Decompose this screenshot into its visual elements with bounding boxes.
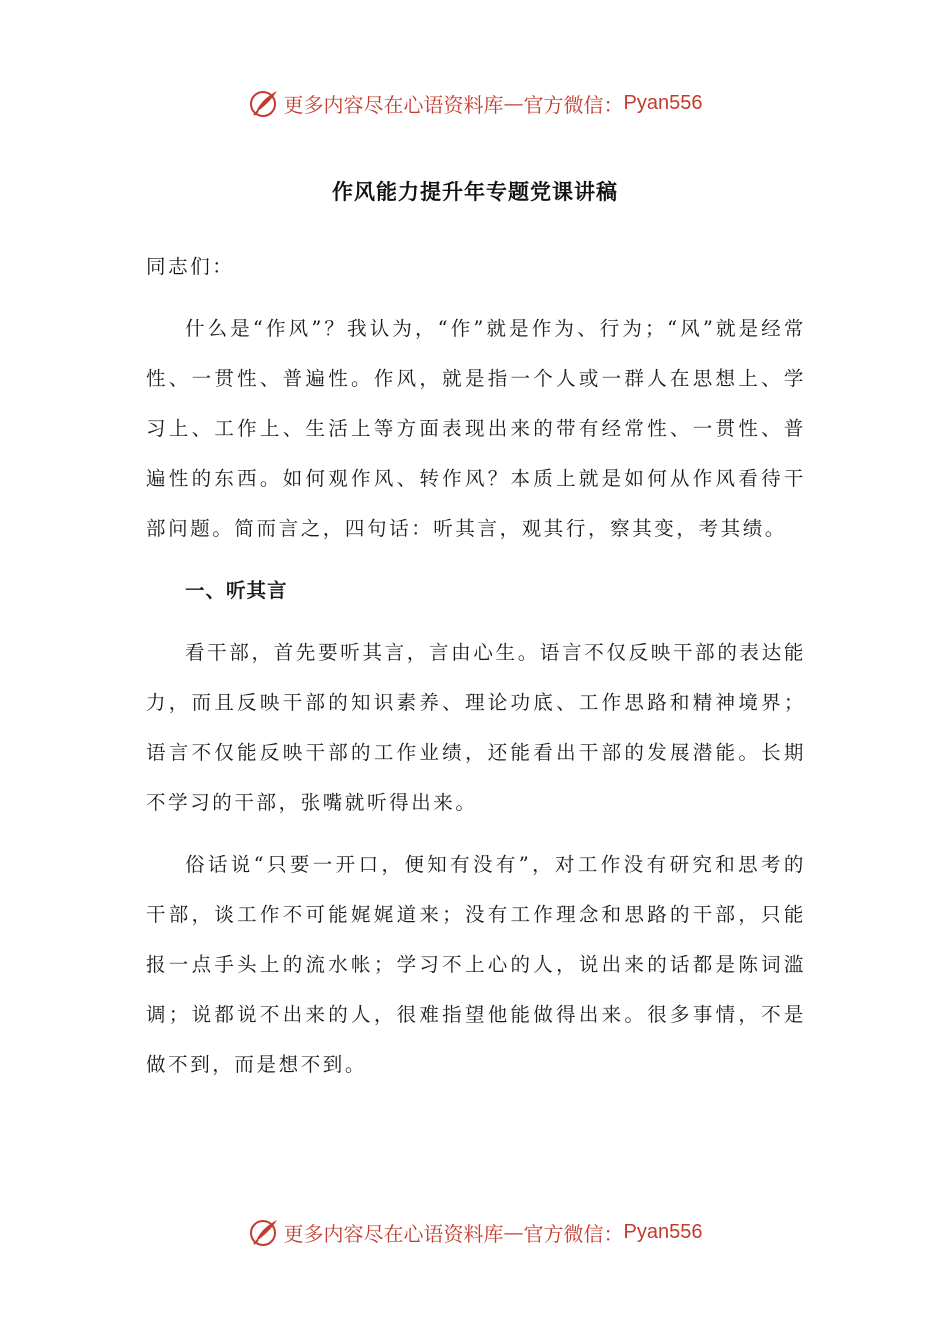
banner-separator: — [503,91,524,115]
banner-wechat-label: 官方微信： [523,92,624,117]
banner-wechat-id: Pyan556 [623,1220,703,1243]
intro-paragraph: 什么是“作风”？我认为，“作”就是作为、行为；“风”就是经常性、一贯性、普遍性。作风，就是指一个人或一群人在思想上、学习上、工作上、生活上等方面表现出来的带有经常性、一贯性、普遍性的东西。如何观作风、转作风？本质上就是如何从作风看待干部问题。简而言之，四句话：听其言，观其行，察其变，考其绩。 [146,317,806,540]
salutation: 同志们： [146,255,235,278]
banner-wechat-id: Pyan556 [623,91,703,114]
quill-logo-icon [248,1216,280,1248]
footer-watermark [0,1212,950,1252]
banner-brand-text: 更多内容尽在心语资料库 [283,92,504,117]
header-watermark [0,83,950,123]
quill-logo-icon [248,87,280,119]
document-body [146,242,806,1102]
section-paragraph: 看干部，首先要听其言，言由心生。语言不仅反映干部的表达能力，而且反映干部的知识素养、理论功底、工作思路和精神境界；语言不仅能反映干部的工作业绩，还能看出干部的发展潜能。长期不学习的干部，张嘴就听得出来。 [146,641,806,814]
banner-wechat-label: 官方微信： [523,1221,624,1246]
section-heading: 一、听其言 [185,579,288,602]
document-title: 作风能力提升年专题党课讲稿 [332,180,618,204]
banner-brand-text: 更多内容尽在心语资料库 [283,1221,504,1246]
section-paragraph: 俗话说“只要一开口，便知有没有”，对工作没有研究和思考的干部，谈工作不可能娓娓道来；没有工作理念和思路的干部，只能报一点手头上的流水帐；学习不上心的人，说出来的话都是陈词滥调；说都说不出来的人，很难指望他能做得出来。很多事情，不是做不到，而是想不到。 [146,853,806,1076]
banner-separator: — [503,1220,524,1244]
